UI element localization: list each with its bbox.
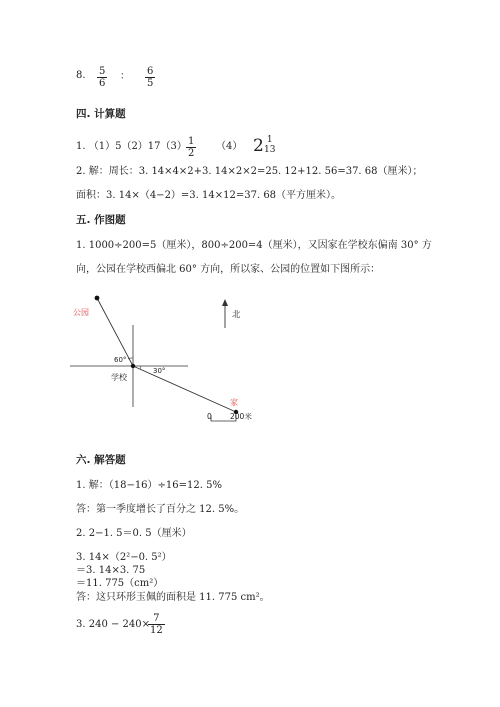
q8-frac1-denominator: 6 xyxy=(99,78,106,89)
q8-frac1-numerator: 5 xyxy=(99,66,106,77)
frac-numerator: 7 xyxy=(153,613,160,624)
frac-denominator: 12 xyxy=(150,625,163,636)
section4-title: 四. 计算题 xyxy=(76,108,126,120)
sec5-line2: 向，公园在学校西偏北 60° 方向，所以家、公园的位置如下图所示： xyxy=(76,264,381,275)
sec6-line4: 3. 14×（2²−0. 5²） xyxy=(76,552,172,563)
q8-frac2-numerator: 6 xyxy=(147,66,154,77)
mixed-numerator: 1 xyxy=(266,135,273,145)
park-label: 公园 xyxy=(73,308,89,317)
angle30-arc xyxy=(140,366,141,369)
sec6-line6: ＝11. 775（cm²） xyxy=(76,578,164,589)
mixed-number-whole: 2 xyxy=(253,136,264,156)
mixed-number-fraction xyxy=(262,135,277,155)
sec4-fraction-half xyxy=(186,136,196,159)
scale-200m-label: 200米 xyxy=(230,412,252,421)
sec6-line2: 答：第一季度增长了百分之 12. 5%。 xyxy=(76,504,245,515)
sec4-line2: 2. 解：周长：3. 14×4×2+3. 14×2×2=25. 12+12. 56=37. 68（厘米）； xyxy=(76,166,423,177)
sec4-line3: 面积：3. 14×（4−2）=3. 14×12=37. 68（平方厘米）。 xyxy=(76,190,342,201)
sec4-line1-part1: 1. （1）5（2）17（3） xyxy=(76,141,187,152)
q8-fraction-right xyxy=(145,66,155,89)
home-label: 家 xyxy=(230,398,238,407)
half-numerator: 1 xyxy=(188,136,195,147)
school-label: 学校 xyxy=(111,373,127,382)
sec6-line7: 答：这只环形玉佩的面积是 11. 775 cm²。 xyxy=(76,592,270,603)
north-label: 北 xyxy=(232,310,241,320)
sec4-line1-part2: （4） xyxy=(216,141,243,152)
north-arrow-head xyxy=(222,299,228,306)
sec6-fraction xyxy=(148,613,165,636)
sec6-line1: 1. 解：（18−16）÷16=12. 5% xyxy=(76,480,222,491)
sec5-line1: 1. 1000÷200=5（厘米），800÷200=4（厘米），又因家在学校东偏南 30° 方 xyxy=(76,240,432,251)
angle30-label: 30° xyxy=(153,367,166,375)
park-point xyxy=(95,296,100,301)
mixed-denominator: 13 xyxy=(264,145,276,155)
scale-zero-label: 0 xyxy=(207,412,212,421)
half-denominator: 2 xyxy=(188,148,195,159)
sec6-line8: 3. 240 − 240× xyxy=(76,619,151,630)
section6-title: 六. 解答题 xyxy=(76,454,126,466)
sec6-line3: 2. 2−1. 5＝0. 5（厘米） xyxy=(76,528,192,539)
section5-title: 五. 作图题 xyxy=(76,214,126,226)
map-figure xyxy=(70,290,260,435)
home-line xyxy=(133,366,236,412)
q8-number: 8. xyxy=(76,70,86,81)
school-point xyxy=(131,364,135,368)
sec6-line5: ＝3. 14×3. 75 xyxy=(76,565,146,576)
angle60-label: 60° xyxy=(114,356,127,364)
q8-fraction-left xyxy=(97,66,107,89)
q8-frac2-denominator: 5 xyxy=(147,78,154,89)
q8-separator: ： xyxy=(120,71,130,82)
